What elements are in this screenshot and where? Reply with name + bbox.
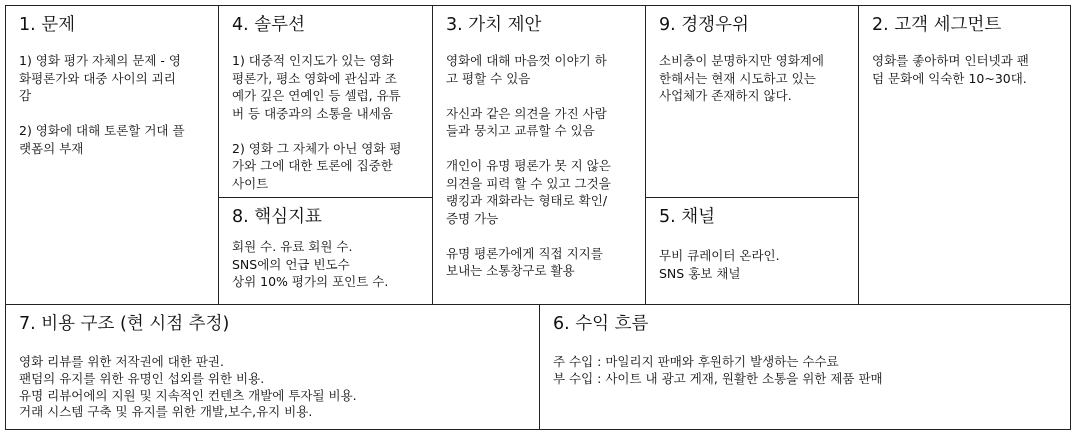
customer-segments-cell — [858, 5, 1071, 305]
problem-title: 1. 문제 — [19, 15, 76, 35]
customer-segments-title: 2. 고객 세그먼트 — [872, 15, 1002, 35]
channels-text: 무비 큐레이터 온라인. SNS 홍보 채널 — [659, 248, 780, 281]
customer-segments-text: 영화를 좋아하며 인터넷과 팬 덤 문화에 익숙한 10~30대. — [872, 53, 1029, 86]
revenue-streams-title: 6. 수익 흐름 — [553, 314, 649, 334]
solution-text: 1) 대중적 인지도가 있는 영화 평론가, 평소 영화에 관심과 조 예가 깊은 연예인 등 셀럽, 유튜 버 등 대중과의 소통을 내세움 2) 영화 그 자체가 아닌 영화 평 가와 그에 대한 토론에 집중한 사이트 — [232, 53, 402, 191]
channels-title: 5. 채널 — [659, 207, 716, 227]
key-metrics-text: 회원 수. 유료 회원 수. SNS에의 언급 빈도수 상위 10% 평가의 포인트 수. — [232, 239, 389, 289]
unfair-advantage-text: 소비층이 분명하지만 영화계에 한해서는 현재 시도하고 있는 사업체가 존재하지 않다. — [659, 53, 824, 103]
revenue-streams-text: 주 수입 : 마일리지 판매와 후원하기 발생하는 수수료 부 수입 : 사이트 내 광고 게재, 원활한 소통을 위한 제품 판매 — [553, 354, 883, 386]
unfair-advantage-cell — [645, 5, 859, 198]
channels-cell — [645, 197, 859, 305]
cost-structure-title: 7. 비용 구조 (현 시점 추정) — [19, 314, 230, 334]
cost-structure-text: 영화 리뷰를 위한 저작권에 대한 판권. 팬덤의 유지를 위한 유명인 섭외를 위한 비용. 유명 리뷰어에의 지원 및 지속적인 컨텐츠 개발에 투자될 비용. 거래 시스템 구축 및 유지를 위한 개발,보수,유지 비용. — [19, 354, 357, 420]
key-metrics-cell — [218, 197, 433, 305]
solution-cell — [218, 5, 433, 198]
unfair-advantage-title: 9. 경쟁우위 — [659, 15, 749, 35]
solution-title: 4. 솔루션 — [232, 15, 305, 35]
cost-structure-cell — [5, 304, 540, 430]
key-metrics-title: 8. 핵심지표 — [232, 207, 322, 227]
value-proposition-title: 3. 가치 제안 — [446, 15, 542, 35]
revenue-streams-cell — [539, 304, 1071, 430]
problem-text: 1) 영화 평가 자체의 문제 - 영 화평론가와 대중 사이의 괴리 감 2) 영화에 대해 토론할 거대 플 랫폼의 부재 — [19, 53, 185, 156]
value-proposition-cell — [432, 5, 646, 305]
problem-cell — [5, 5, 219, 305]
value-proposition-text: 영화에 대해 마음껏 이야기 하 고 평할 수 있음 자신과 같은 의견을 가진 사람 들과 뭉치고 교류할 수 있음 개인이 유명 평론가 못 지 않은 의견을 피력 할 수 있고 그것을 랭킹과 재화라는 형태로 확인/ 증명 가능 유명 평론가에게 직접 지지를 보내는 소통창구로 활용 — [446, 53, 611, 278]
